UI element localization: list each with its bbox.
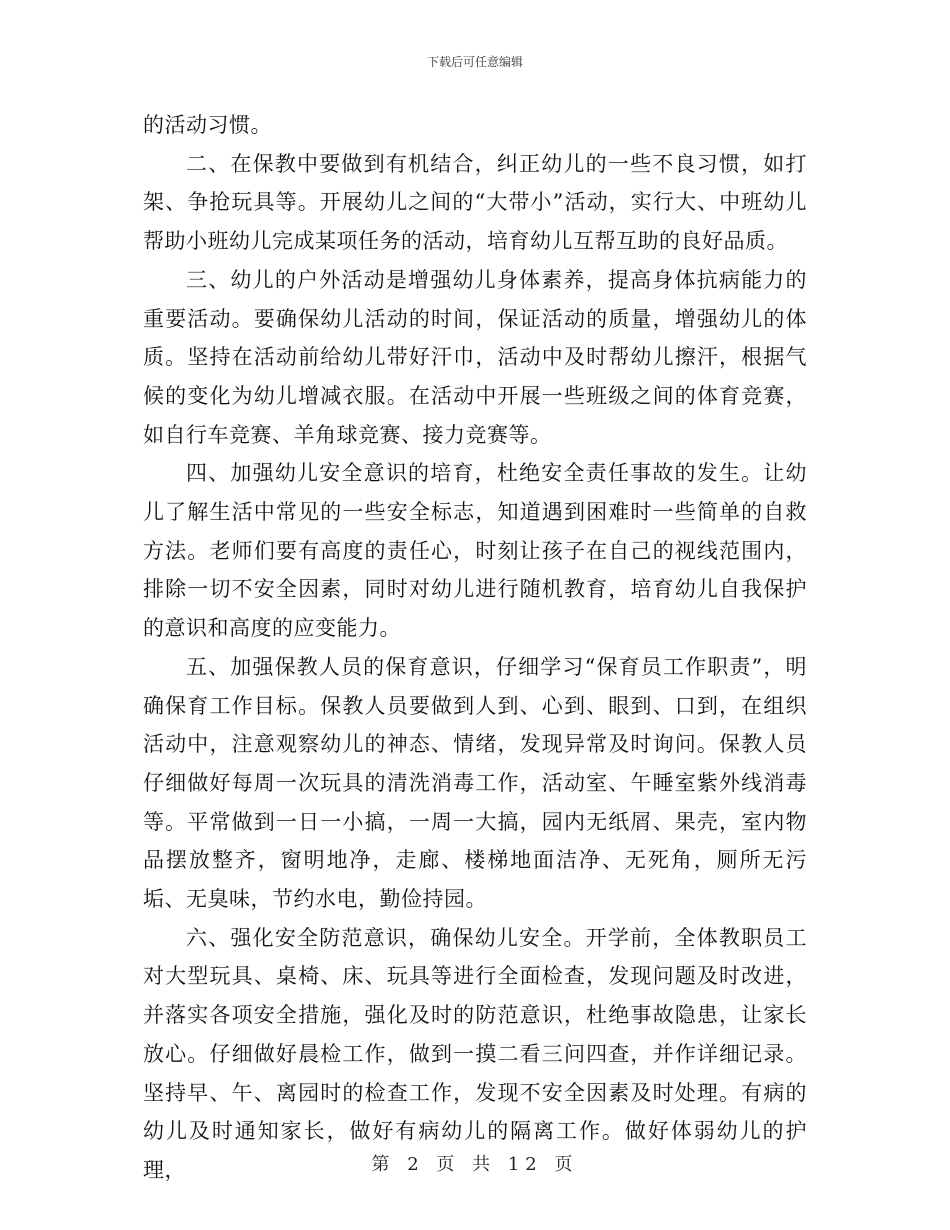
page-number-footer: 第 2 页 共 12 页 bbox=[371, 1154, 579, 1175]
paragraph-item-2: 二、在保教中要做到有机结合，纠正幼儿的一些不良习惯，如打架、争抢玩具等。开展幼儿之间的“大带小”活动，实行大、中班幼儿帮助小班幼儿完成某项任务的活动，培育幼儿互帮互助的良好品质。 bbox=[143, 151, 807, 254]
paragraph-item-6: 六、强化安全防范意识，确保幼儿安全。开学前，全体教职员工对大型玩具、桌椅、床、玩具等进行全面检查，发现问题及时改进，并落实各项安全措施，强化及时的防范意识，杜绝事故隐患，让家长放心。仔细做好晨检工作，做到一摸二看三问四查，并作详细记录。坚持早、午、离园时的检查工作，发现不安全因素及时处理。有病的幼儿及时通知家长，做好有病幼儿的隔离工作。做好体弱幼儿的护理， bbox=[143, 925, 807, 1182]
paragraph-item-3: 三、幼儿的户外活动是增强幼儿身体素养，提高身体抗病能力的重要活动。要确保幼儿活动的时间，保证活动的质量，增强幼儿的体质。坚持在活动前给幼儿带好汗巾，活动中及时帮幼儿擦汗，根据气候的变化为幼儿增减衣服。在活动中开展一些班级之间的体育竞赛，如自行车竞赛、羊角球竞赛、接力竞赛等。 bbox=[143, 267, 807, 447]
document-body bbox=[143, 106, 807, 1190]
paragraph-item-4: 四、加强幼儿安全意识的培育，杜绝安全责任事故的发生。让幼儿了解生活中常见的一些安全标志，知道遇到困难时一些简单的自救方法。老师们要有高度的责任心，时刻让孩子在自己的视线范围内，排除一切不安全因素，同时对幼儿进行随机教育，培育幼儿自我保护的意识和高度的应变能力。 bbox=[143, 461, 807, 641]
paragraph-item-5: 五、加强保教人员的保育意识，仔细学习“保育员工作职责”，明确保育工作目标。保教人员要做到人到、心到、眼到、口到，在组织活动中，注意观察幼儿的神态、情绪，发现异常及时询问。保教人员仔细做好每周一次玩具的清洗消毒工作，活动室、午睡室紫外线消毒等。平常做到一日一小搞，一周一大搞，园内无纸屑、果壳，室内物品摆放整齐，窗明地净，走廊、楼梯地面洁净、无死角，厕所无污垢、无臭味，节约水电，勤俭持园。 bbox=[143, 654, 807, 912]
page-header: 下载后可任意编辑 bbox=[426, 55, 523, 69]
paragraph-continuation: 的活动习惯。 bbox=[143, 113, 272, 137]
